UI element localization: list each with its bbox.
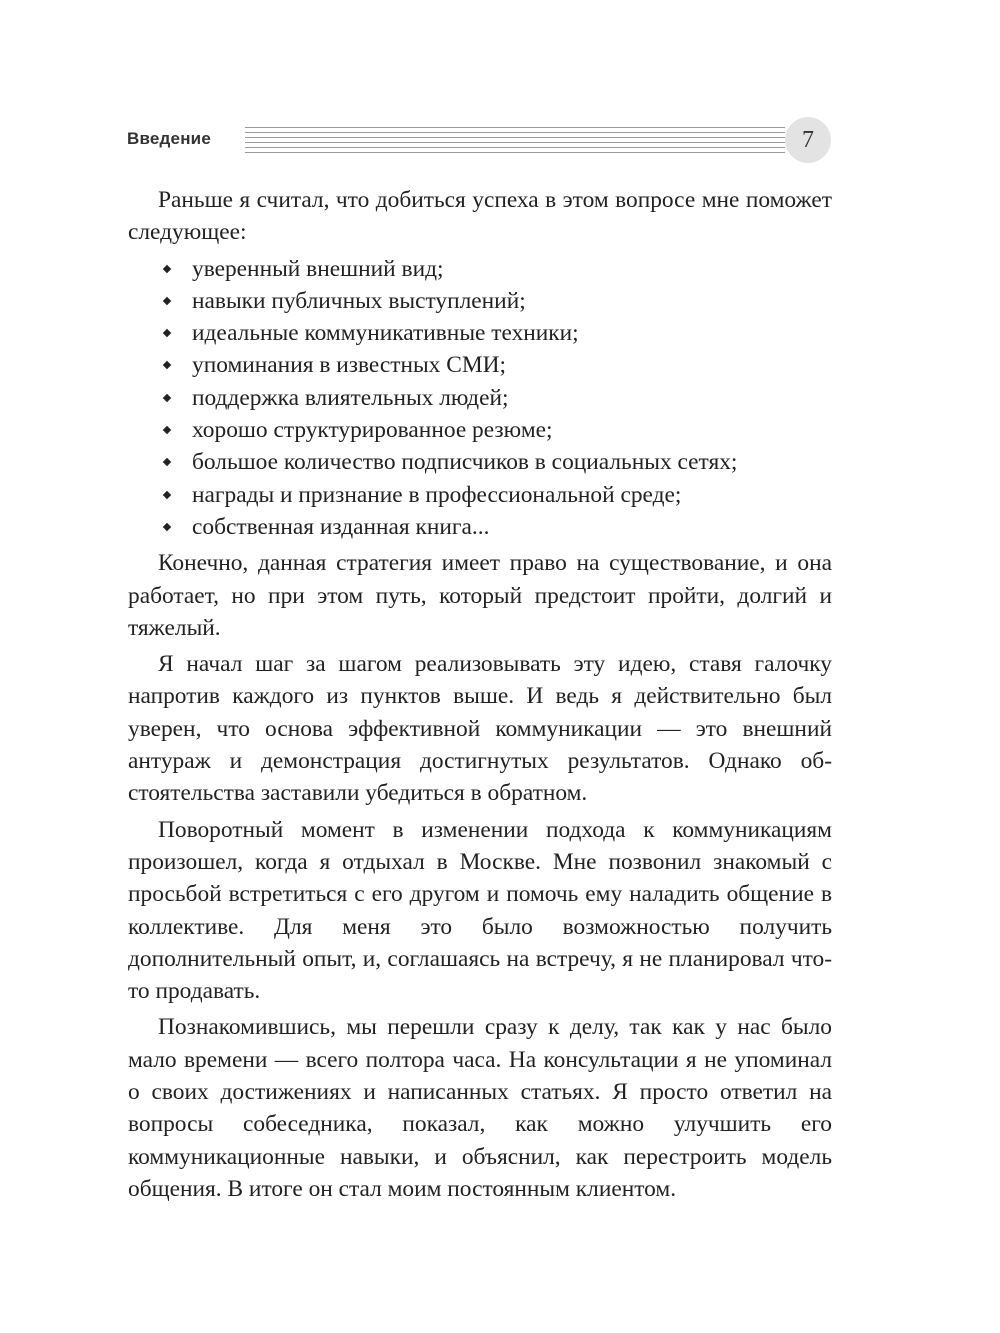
section-title: Введение xyxy=(127,129,211,148)
diamond-bullet-icon xyxy=(163,523,171,531)
list-item xyxy=(128,446,832,478)
header-rule xyxy=(245,137,785,138)
list-item xyxy=(128,317,832,349)
header-rule xyxy=(245,132,785,133)
header-rule xyxy=(245,147,785,148)
list-item-text: большое количество подписчиков в социальных сетях; xyxy=(192,449,738,476)
diamond-bullet-icon xyxy=(163,297,171,305)
list-item xyxy=(128,382,832,414)
list-item-text: навыки публичных выступлений; xyxy=(192,287,526,314)
diamond-bullet-icon xyxy=(163,490,171,498)
body-paragraph: Познакомившись, мы перешли сразу к делу, так как у нас было мало времени — всего полтора часа. На консультации я не упоминал о своих достижениях и написанных статьях. Я просто ответил на вопросы собеседника, показал, как можно улучшить его коммуникационные навыки, и объяснил, как перестроить модель общения. В итоге он стал моим постоянным клиентом. xyxy=(128,1014,832,1202)
header-rule xyxy=(245,127,785,128)
diamond-bullet-icon xyxy=(163,329,171,337)
diamond-bullet-icon xyxy=(163,394,171,402)
bullet-list xyxy=(128,253,832,544)
list-item xyxy=(128,349,832,381)
header-rule xyxy=(245,142,785,143)
list-item xyxy=(128,511,832,543)
list-item-text: уверенный внешний вид; xyxy=(192,255,444,282)
list-item-text: упоминания в известных СМИ; xyxy=(192,352,507,379)
intro-paragraph: Раньше я считал, что добиться успеха в этом вопросе мне поможет следующее: xyxy=(128,187,832,246)
body-paragraph: Конечно, данная стратегия имеет право на существование, и она работает, но при этом путь, который предстоит пройти, долгий и тяжелый. xyxy=(128,550,832,641)
running-header xyxy=(127,117,832,161)
header-rule xyxy=(245,152,785,153)
body-paragraph: Я начал шаг за шагом реализовывать эту идею, ставя галочку напротив каждого из пунктов выше. И ведь я действительно был уверен, что основа эффективной коммуникации — это внешний антураж и демонстрация достигнутых результатов. Однако обстоятельства заставили убедиться в обратном. xyxy=(128,651,832,807)
page-body xyxy=(128,184,832,1209)
diamond-bullet-icon xyxy=(163,361,171,369)
list-item-text: хорошо структурированное резюме; xyxy=(192,417,553,444)
page-number-badge xyxy=(785,117,831,163)
diamond-bullet-icon xyxy=(163,426,171,434)
diamond-bullet-icon xyxy=(163,458,171,466)
list-item-text: поддержка влиятельных людей; xyxy=(192,384,509,411)
page-number: 7 xyxy=(802,126,814,153)
list-item xyxy=(128,479,832,511)
list-item-text: идеальные коммуникативные техники; xyxy=(192,320,579,347)
header-rules xyxy=(245,127,785,153)
list-item-text: собственная изданная книга... xyxy=(192,513,490,540)
diamond-bullet-icon xyxy=(163,264,171,272)
list-item-text: награды и признание в профессиональной среде; xyxy=(192,481,682,508)
list-item xyxy=(128,253,832,285)
body-paragraph: Поворотный момент в изменении подхода к коммуникациям произошел, когда я отдыхал в Москве. Мне позвонил знакомый с просьбой встретиться с его другом и помочь ему наладить общение в коллективе. Для меня это было возможностью получить дополнительный опыт, и, соглашаясь на встречу, я не планировал что-то продавать. xyxy=(128,816,832,1005)
list-item xyxy=(128,414,832,446)
list-item xyxy=(128,285,832,317)
